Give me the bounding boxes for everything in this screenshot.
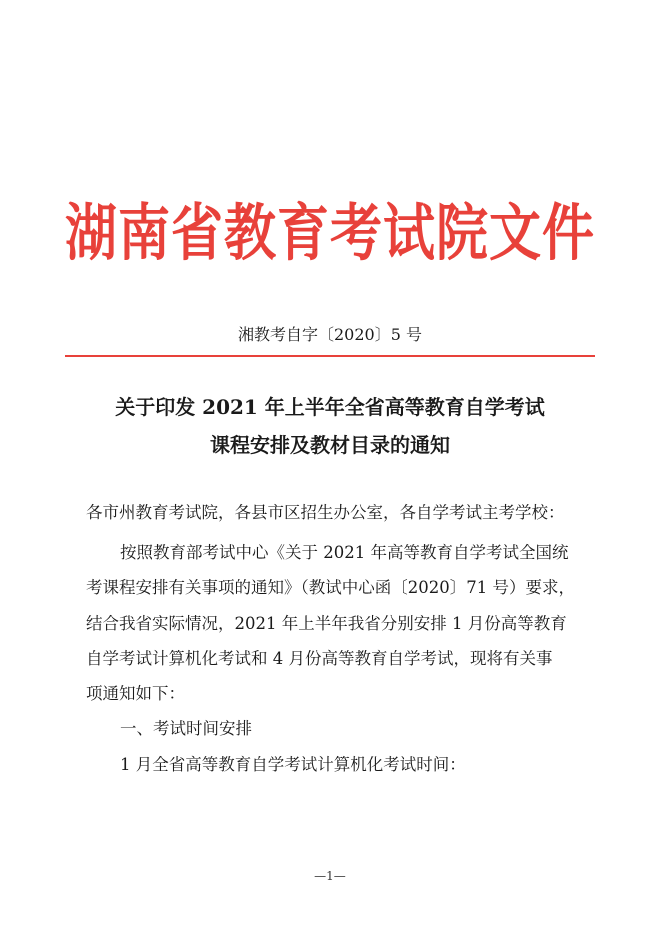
body-line-3: 结合我省实际情况，2021 年上半年我省分别安排 1 月份高等教育 [86,614,567,633]
section-text: 1 月全省高等教育自学考试计算机化考试时间： [120,755,466,774]
masthead-title: 湖南省教育考试院文件 [64,198,595,270]
section-heading: 一、考试时间安排 [120,719,252,738]
document-number: 湘教考自字〔2020〕5 号 [238,325,422,344]
red-divider-line [65,355,595,357]
page-number: —1— [314,869,346,883]
body-line-5: 项通知如下： [86,684,185,703]
notice-title-line-2: 课程安排及教材目录的通知 [210,433,450,457]
body-line-1: 按照教育部考试中心《关于 2021 年高等教育自学考试全国统 [120,543,569,562]
body-line-2: 考课程安排有关事项的通知》（教试中心函〔2020〕71 号）要求， [86,578,575,597]
body-line-4: 自学考试计算机化考试和 4 月份高等教育自学考试，现将有关事 [86,649,553,668]
addressee-line: 各市州教育考试院，各县市区招生办公室，各自学考试主考学校： [86,503,565,522]
notice-title-line-1: 关于印发 2021 年上半年全省高等教育自学考试 [115,395,545,419]
